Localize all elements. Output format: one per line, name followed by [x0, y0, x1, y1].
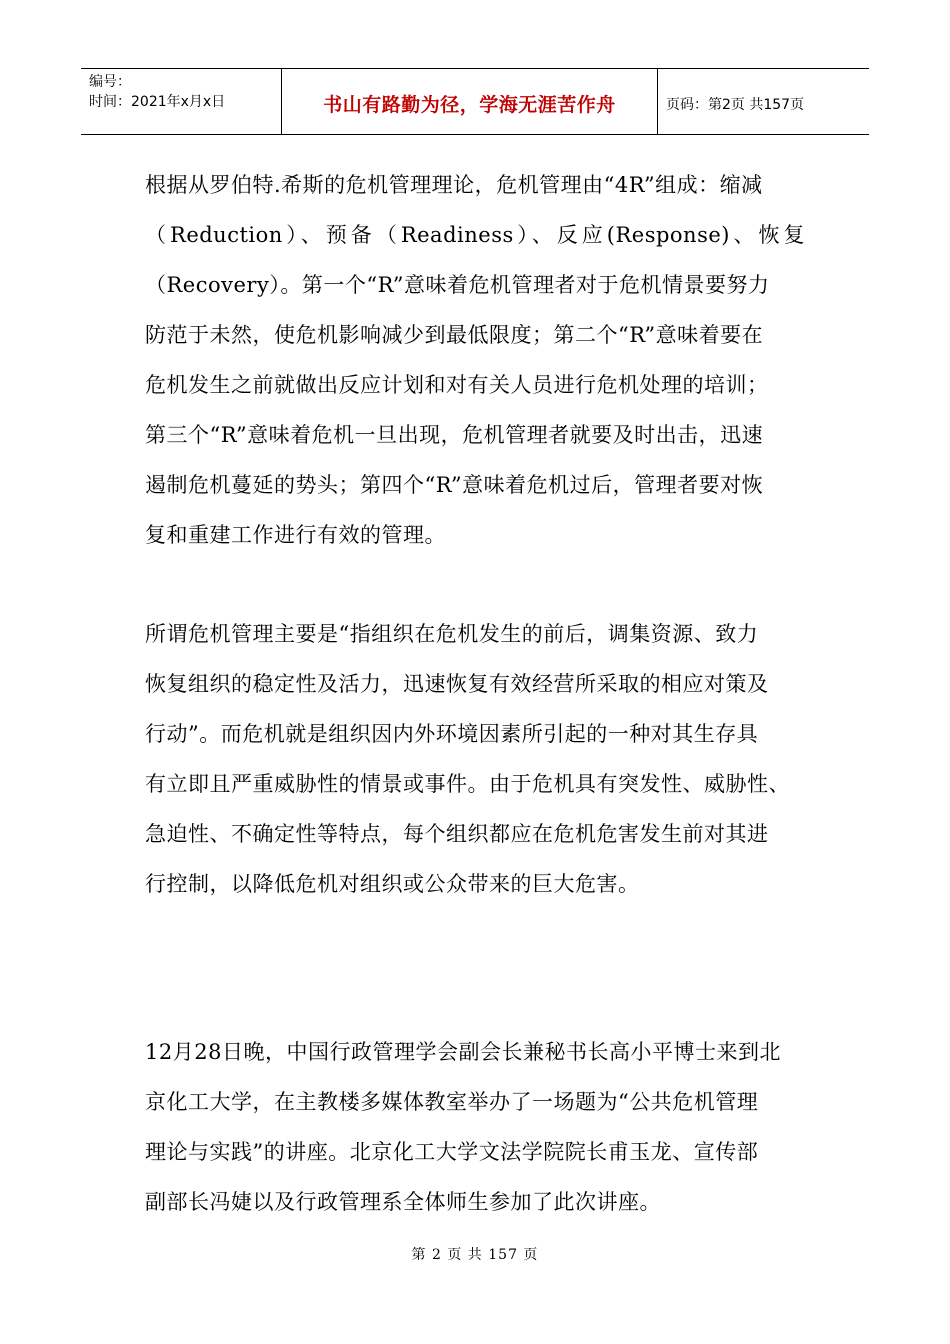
text-line: 第三个“R”意味着危机一旦出现，危机管理者就要及时出击，迅速	[145, 423, 764, 447]
date-label: 时间：2021年x月x日	[89, 94, 226, 110]
text-line: 根据从罗伯特.希斯的危机管理理论，危机管理由“4R”组成：缩减	[145, 173, 763, 197]
page-header	[81, 68, 869, 135]
text-line: （Recovery）。第一个“R”意味着危机管理者对于危机情景要努力	[145, 273, 770, 297]
text-line: 所谓危机管理主要是“指组织在危机发生的前后，调集资源、致力	[145, 622, 759, 646]
text-line: 恢复组织的稳定性及活力，迅速恢复有效经营所采取的相应对策及	[145, 672, 769, 696]
text-line: 急迫性、不确定性等特点，每个组织都应在危机危害发生前对其进	[145, 822, 769, 846]
text-line: 京化工大学，在主教楼多媒体教室举办了一场题为“公共危机管理	[145, 1090, 759, 1114]
header-motto: 书山有路勤为径，学海无涯苦作舟	[282, 69, 658, 134]
text-line: （Reduction）、预备（Readiness）、反应(Response)、恢复	[145, 223, 805, 247]
header-page-info: 页码：第2页 共157页	[666, 96, 805, 113]
text-line: 12月28日晚，中国行政管理学会副会长兼秘书长高小平博士来到北	[145, 1040, 781, 1064]
page-footer: 第 2 页 共 157 页	[411, 1247, 539, 1263]
paragraph-crisis-definition	[145, 609, 835, 909]
text-line: 副部长冯婕以及行政管理系全体师生参加了此次讲座。	[145, 1190, 661, 1214]
text-line: 危机发生之前就做出反应计划和对有关人员进行危机处理的培训；	[145, 373, 769, 397]
paragraph-lecture-report	[145, 1027, 835, 1227]
text-line: 遏制危机蔓延的势头；第四个“R”意味着危机过后，管理者要对恢	[145, 473, 764, 497]
text-line: 理论与实践”的讲座。北京化工大学文法学院院长甫玉龙、宣传部	[145, 1140, 759, 1164]
text-line: 有立即且严重威胁性的情景或事件。由于危机具有突发性、威胁性、	[145, 772, 790, 796]
text-line: 复和重建工作进行有效的管理。	[145, 523, 446, 547]
paragraph-4r-theory	[145, 160, 835, 560]
serial-number-label: 编号：	[89, 74, 131, 90]
header-meta	[81, 69, 282, 134]
text-line: 防范于未然，使危机影响减少到最低限度；第二个“R”意味着要在	[145, 323, 764, 347]
text-line: 行控制，以降低危机对组织或公众带来的巨大危害。	[145, 872, 640, 896]
text-line: 行动”。而危机就是组织因内外环境因素所引起的一种对其生存具	[145, 722, 759, 746]
